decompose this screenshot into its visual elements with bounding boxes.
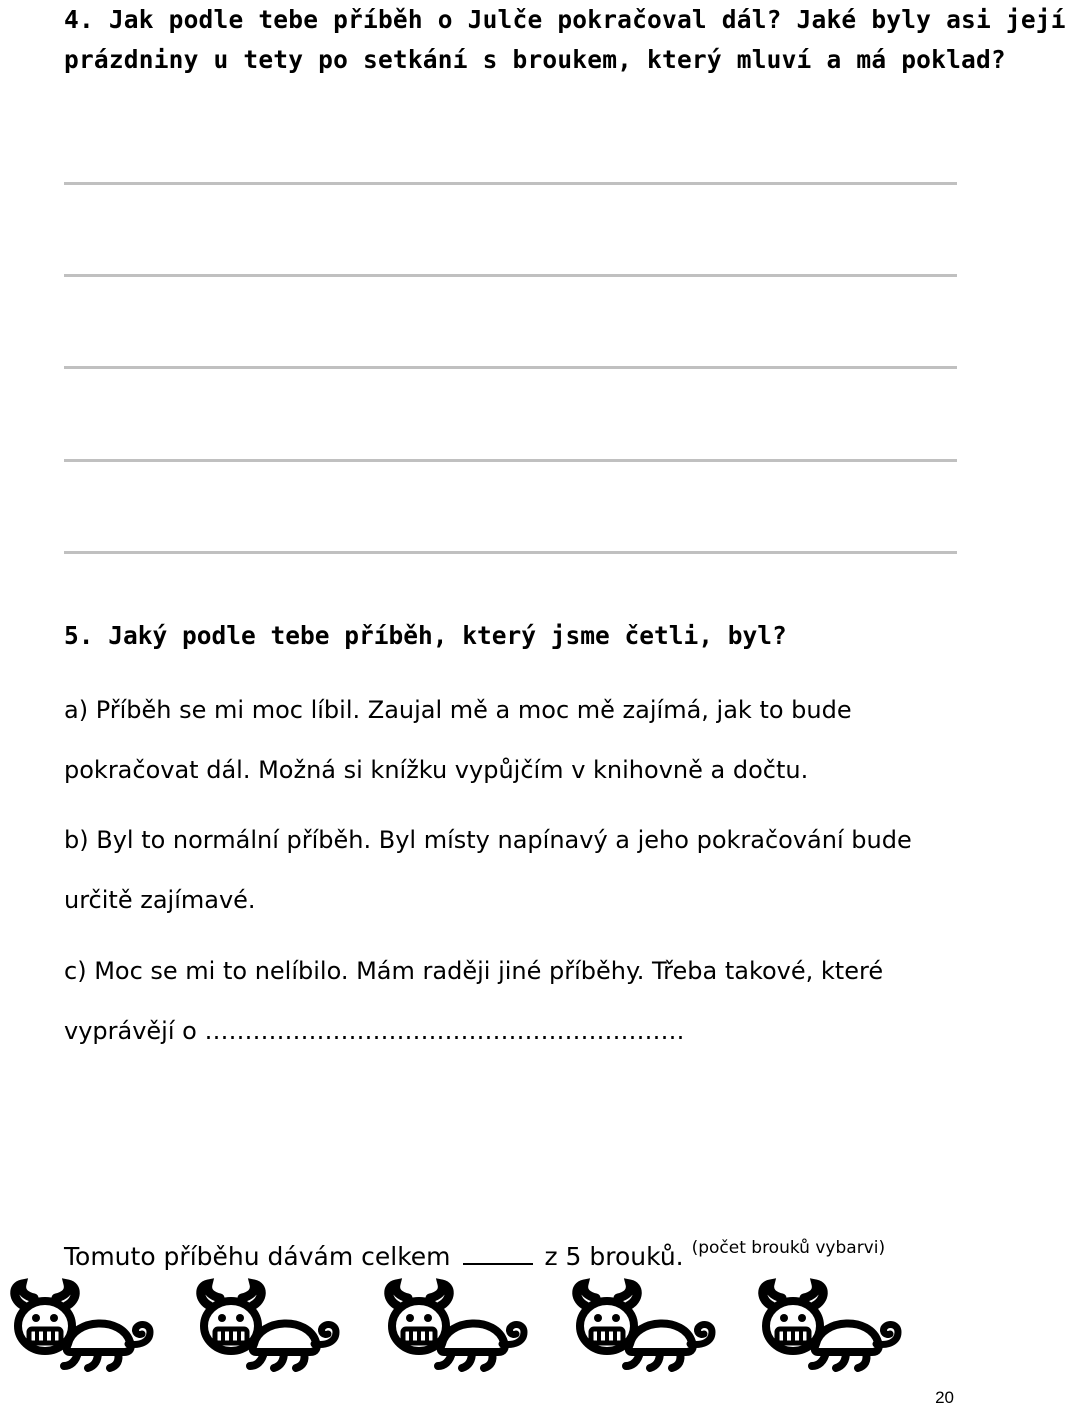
beetle-icon[interactable]	[566, 1282, 726, 1372]
question-4-line-1: 4. Jak podle tebe příběh o Julče pokračoval dál? Jaké byly asi její	[64, 5, 1066, 34]
option-a-line-2: pokračovat dál. Možná si knížku vypůjčím v knihovně a dočtu.	[64, 756, 809, 784]
option-b-line-2: určitě zajímavé.	[64, 886, 256, 914]
answer-line-1[interactable]	[64, 182, 957, 185]
answer-line-3[interactable]	[64, 366, 957, 369]
option-c-line-2: vyprávějí o ……………………………………………………	[64, 1017, 685, 1045]
answer-line-5[interactable]	[64, 551, 957, 554]
beetle-icon[interactable]	[190, 1282, 350, 1372]
question-4-line-2: prázdniny u tety po setkání s broukem, který mluví a má poklad?	[64, 45, 1006, 74]
rating-sentence	[64, 1226, 885, 1279]
option-c[interactable]	[64, 941, 883, 1061]
answer-line-2[interactable]	[64, 274, 957, 277]
option-c-line-1: c) Moc se mi to nelíbilo. Mám raději jiné příběhy. Třeba takové, které	[64, 957, 884, 985]
page-number: 20	[935, 1388, 954, 1407]
question-5-title: 5. Jaký podle tebe příběh, který jsme četli, byl?	[64, 621, 787, 650]
rating-text-before: Tomuto příběhu dávám celkem	[64, 1242, 451, 1271]
question-4	[64, 0, 1066, 80]
answer-line-4[interactable]	[64, 459, 957, 462]
beetle-icon[interactable]	[378, 1282, 538, 1372]
option-b-line-1: b) Byl to normální příběh. Byl místy napínavý a jeho pokračování bude	[64, 826, 912, 854]
beetle-rating-row	[0, 1282, 960, 1372]
option-a[interactable]	[64, 680, 852, 800]
beetle-icon[interactable]	[752, 1282, 912, 1372]
beetle-icon[interactable]	[4, 1282, 164, 1372]
rating-text-after: z 5 brouků.	[544, 1242, 684, 1271]
option-a-line-1: a) Příběh se mi moc líbil. Zaujal mě a moc mě zajímá, jak to bude	[64, 696, 852, 724]
rating-note: (počet brouků vybarvi)	[691, 1238, 886, 1258]
option-b[interactable]	[64, 810, 912, 930]
rating-blank-field[interactable]	[463, 1263, 533, 1265]
